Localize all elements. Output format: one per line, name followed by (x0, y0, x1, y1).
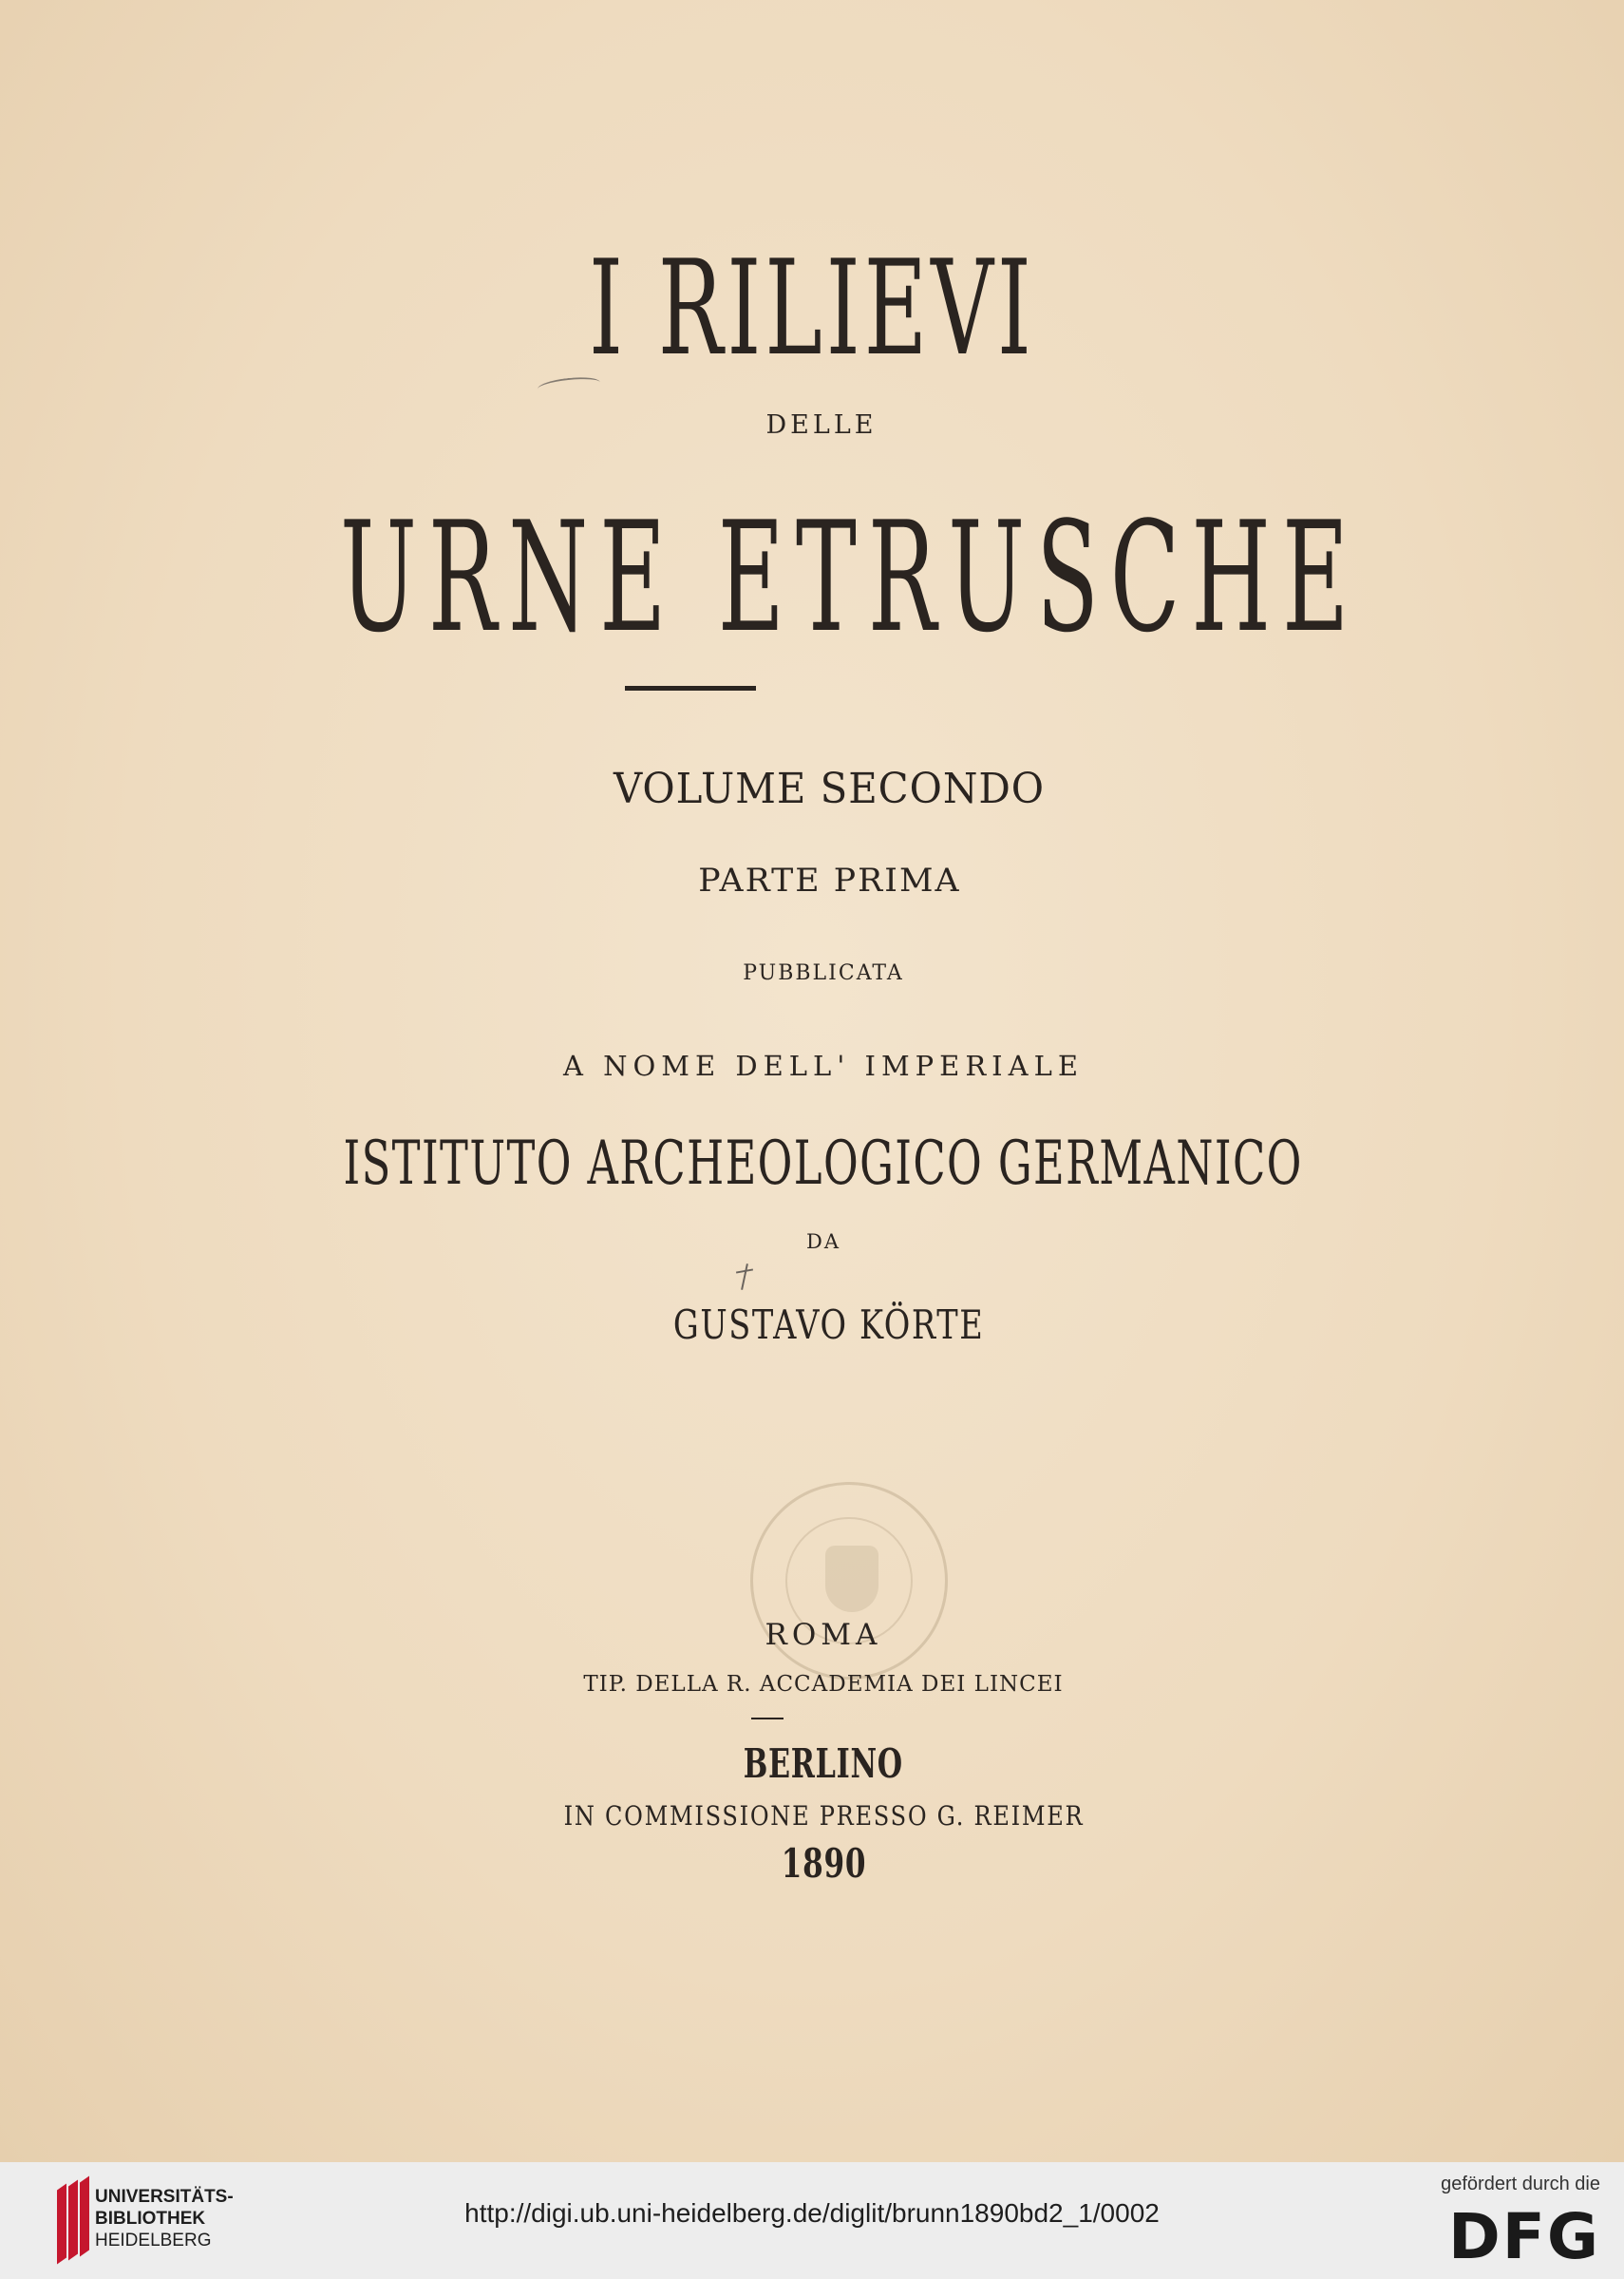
viewer-footer (0, 2162, 1624, 2279)
city-berlino: BERLINO (743, 1740, 904, 1787)
printer-text: TIP. DELLA R. ACCADEMIA DEI LINCEI (583, 1672, 1064, 1697)
da-text: DA (805, 1230, 840, 1253)
library-line-1: UNIVERSITÄTS- (95, 2187, 234, 2207)
stamp-crest-icon (825, 1546, 878, 1612)
dfg-logo[interactable]: DFG (1447, 2200, 1600, 2273)
permalink-url[interactable]: http://digi.ub.uni-heidelberg.de/diglit/brunn1890bd2_1/0002 (464, 2198, 1160, 2228)
pubblicata-text: PUBBLICATA (743, 961, 904, 985)
library-line-2: BIBLIOTHEK (95, 2209, 206, 2229)
title-line-2: URNE ETRUSCHE (340, 488, 1361, 666)
pencil-cross-mark (736, 1263, 753, 1290)
city-roma: ROMA (765, 1618, 882, 1652)
title-line-1: I RILIEVI (589, 232, 1035, 385)
parte-text: PARTE PRIMA (697, 862, 961, 900)
title-rule (625, 686, 756, 691)
funding-caption: gefördert durch die (1441, 2174, 1600, 2194)
a-nome-text: A NOME DELL' IMPERIALE (562, 1050, 1084, 1082)
volume-text: VOLUME SECONDO (613, 765, 1046, 813)
commission-text: IN COMMISSIONE PRESSO G. REIMER (563, 1800, 1084, 1832)
publication-year: 1890 (781, 1840, 866, 1887)
delle-text: DELLE (765, 410, 878, 440)
istituto-text: ISTITUTO ARCHEOLOGICO GERMANICO (343, 1129, 1304, 1199)
author-name: GUSTAVO KÖRTE (673, 1301, 985, 1348)
imprint-rule (751, 1718, 784, 1719)
library-line-3: HEIDELBERG (95, 2231, 212, 2251)
